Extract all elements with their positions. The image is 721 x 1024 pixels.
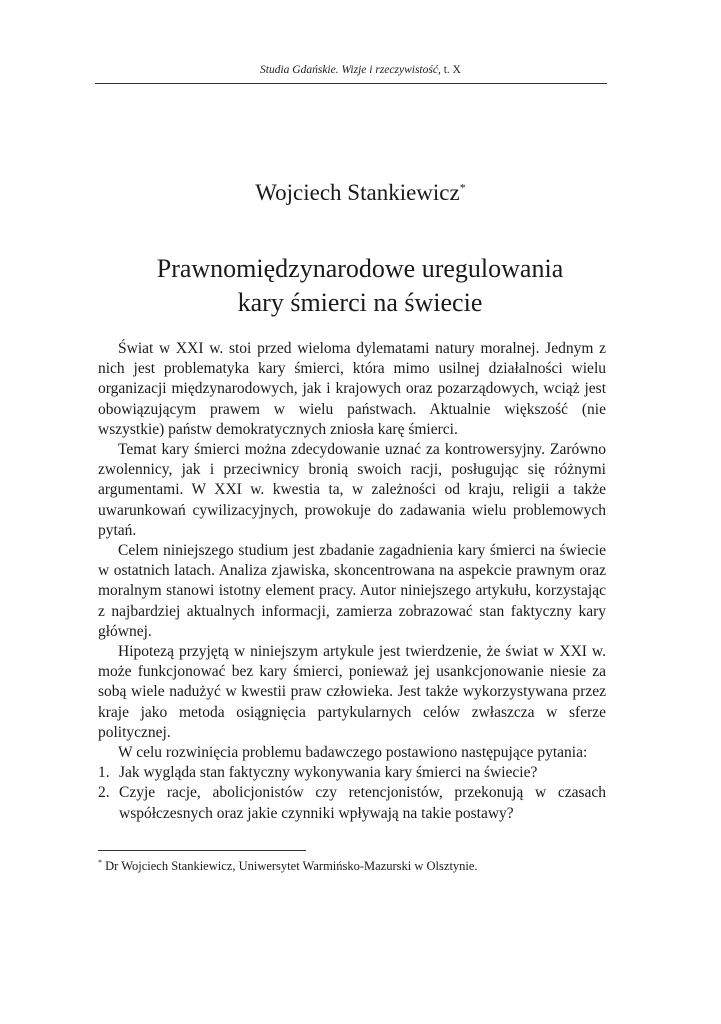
article-title bbox=[60, 252, 660, 320]
footnote-divider bbox=[98, 850, 306, 851]
list-text: Czyje racje, abolicjonistów czy retencjonistów, przekonują w czasach współczesnych oraz jakie czynniki wpływają na takie postawy? bbox=[119, 784, 606, 822]
paragraph-2: Temat kary śmierci można zdecydowanie uznać za kontrowersyjny. Zarówno zwolennicy, jak i przeciwnicy bronią swoich racji, posługując się różnymi argumentami. W XXI w. kwestia ta, w zależności od kraju, religii a także uwarunkowań cywilizacyjnych, prowokuje do zadawania wielu problemowych pytań. bbox=[98, 441, 606, 539]
title-line-2: kary śmierci na świecie bbox=[237, 288, 483, 317]
footnote bbox=[98, 859, 606, 874]
paragraph-4: Hipotezą przyjętą w niniejszym artykule jest twierdzenie, że świat w XXI w. może funkcjonować bez kary śmierci, ponieważ jej usankcjonowanie niesie za sobą wiele nadużyć w kwestii praw człowieka. Jest także wykorzystywana przez kraje jako metoda osiągnięcia partykularnych celów zwłaszcza w sferze politycznej. bbox=[98, 643, 606, 741]
paragraph-3: Celem niniejszego studium jest zbadanie zagadnienia kary śmierci na świecie w ostatnich latach. Analiza zjawiska, skoncentrowana na aspekcie prawnym oraz moralnym stanowi istotny element pracy. Autor niniejszego artykułu, korzystając z najbardziej aktualnych informacji, zamierza zobrazować stan faktyczny kary głównej. bbox=[98, 542, 606, 640]
header-divider bbox=[95, 83, 607, 84]
paragraph-5: W celu rozwinięcia problemu badawczego postawiono następujące pytania: bbox=[118, 744, 588, 762]
list-text: Jak wygląda stan faktyczny wykonywania kary śmierci na świecie? bbox=[119, 764, 538, 782]
list-item bbox=[98, 783, 606, 823]
author-line bbox=[0, 180, 721, 206]
author-name: Wojciech Stankiewicz bbox=[255, 180, 460, 205]
list-number: 2. bbox=[98, 784, 110, 802]
paragraph-1: Świat w XXI w. stoi przed wieloma dylematami natury moralnej. Jednym z nich jest problematyka kary śmierci, która mimo usilnej działalności wielu organizacji międzynarodowych, jak i krajowych oraz pozarządowych, wciąż jest obowiązującym prawem w wielu państwach. Aktualnie większość (nie wszystkie) państw demokratycznych zniosła karę śmierci. bbox=[98, 340, 606, 438]
article-body bbox=[98, 339, 606, 824]
running-header bbox=[0, 64, 721, 76]
footnote-text: Dr Wojciech Stankiewicz, Uniwersytet Warmińsko-Mazurski w Olsztynie. bbox=[105, 859, 478, 873]
journal-volume: t. X bbox=[443, 64, 461, 76]
list-number: 1. bbox=[98, 764, 110, 782]
author-footnote-mark[interactable]: * bbox=[459, 180, 466, 195]
journal-name: Studia Gdańskie. Wizje i rzeczywistość, bbox=[260, 64, 441, 76]
list-item bbox=[98, 763, 606, 783]
research-questions bbox=[98, 763, 606, 824]
title-line-1: Prawnomiędzynarodowe uregulowania bbox=[156, 254, 564, 283]
footnote-mark: * bbox=[98, 857, 102, 867]
